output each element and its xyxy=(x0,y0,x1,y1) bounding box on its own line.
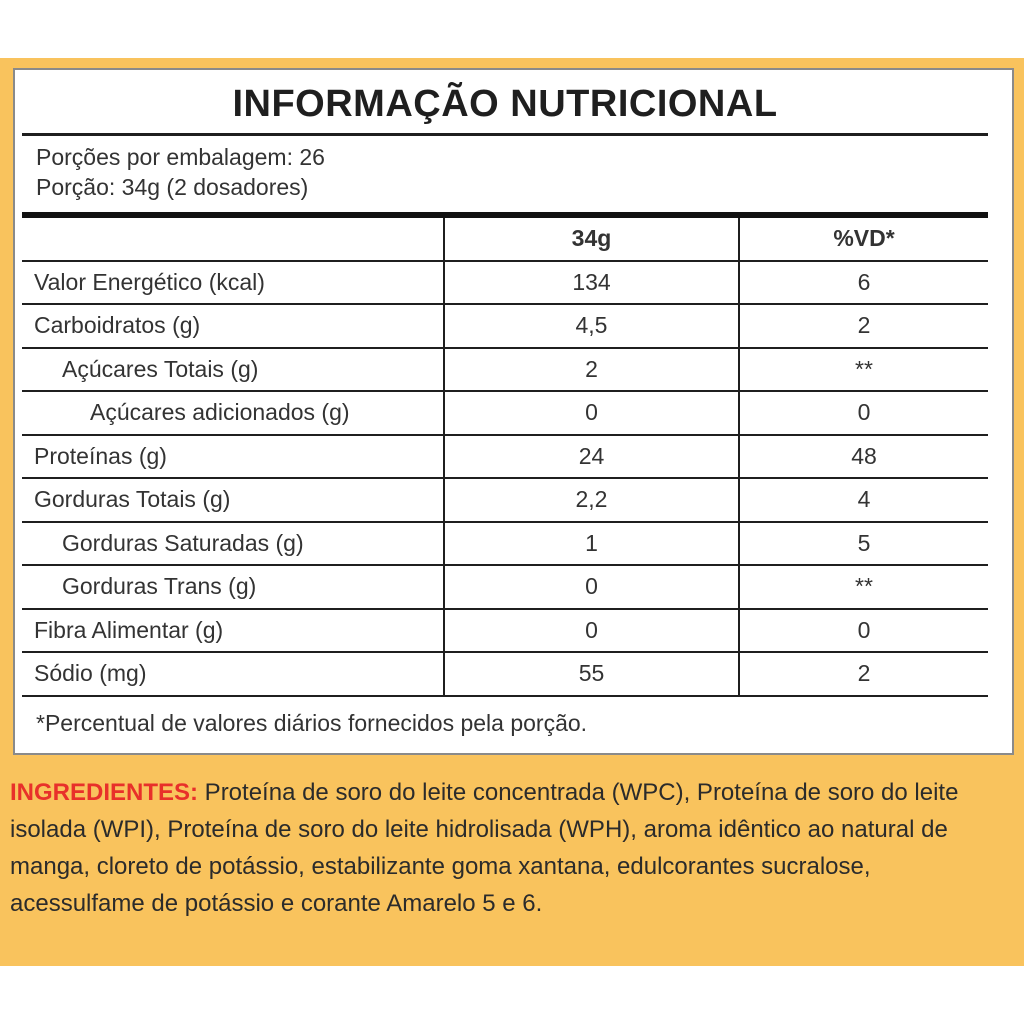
nutrient-name: Gorduras Trans (g) xyxy=(22,565,444,609)
nutrient-dv: 4 xyxy=(739,478,988,522)
servings-per-package: Porções por embalagem: 26 xyxy=(36,144,325,170)
table-row xyxy=(22,609,988,653)
table-row xyxy=(22,348,988,392)
nutrient-name: Açúcares Totais (g) xyxy=(22,348,444,392)
table-header-row xyxy=(22,218,988,261)
ingredients-text: Proteína de soro do leite concentrada (WPC), Proteína de soro do leite isolada (WPI), Proteína de soro do leite hidrolisada (WPH), aroma idêntico ao natural de manga, cloreto de potássio, estabilizante goma xantana, edulcorantes sucralose, acessulfame de potássio e corante Amarelo 5 e 6. xyxy=(10,779,959,917)
nutrient-dv: 0 xyxy=(739,609,988,653)
nutrient-name: Valor Energético (kcal) xyxy=(22,261,444,305)
ingredients-paragraph xyxy=(10,774,1010,922)
nutrient-name: Gorduras Totais (g) xyxy=(22,478,444,522)
table-row xyxy=(22,522,988,566)
nutrient-amount: 0 xyxy=(444,609,739,653)
table-row xyxy=(22,478,988,522)
nutrient-amount: 0 xyxy=(444,391,739,435)
header-amount: 34g xyxy=(444,218,739,261)
nutrient-amount: 1 xyxy=(444,522,739,566)
nutrient-amount: 2,2 xyxy=(444,478,739,522)
header-daily-value: %VD* xyxy=(739,218,988,261)
nutrient-name: Carboidratos (g) xyxy=(22,304,444,348)
nutrient-dv: 2 xyxy=(739,304,988,348)
table-row xyxy=(22,261,988,305)
nutrient-dv: ** xyxy=(739,348,988,392)
nutrient-amount: 0 xyxy=(444,565,739,609)
nutrient-amount: 134 xyxy=(444,261,739,305)
label-title: INFORMAÇÃO NUTRICIONAL xyxy=(232,83,778,125)
nutrient-dv: ** xyxy=(739,565,988,609)
nutrient-dv: 5 xyxy=(739,522,988,566)
table-row xyxy=(22,652,988,696)
nutrient-name: Gorduras Saturadas (g) xyxy=(22,522,444,566)
ingredients-label: INGREDIENTES: xyxy=(10,779,199,806)
daily-value-footnote: *Percentual de valores diários fornecidos pela porção. xyxy=(36,710,588,736)
nutrient-amount: 4,5 xyxy=(444,304,739,348)
servings-info xyxy=(36,142,325,202)
nutrient-name: Fibra Alimentar (g) xyxy=(22,609,444,653)
header-nutrient xyxy=(22,218,444,261)
serving-size: Porção: 34g (2 dosadores) xyxy=(36,174,309,200)
nutrient-dv: 0 xyxy=(739,391,988,435)
table-row xyxy=(22,304,988,348)
nutrient-name: Proteínas (g) xyxy=(22,435,444,479)
nutrient-amount: 24 xyxy=(444,435,739,479)
nutrient-name: Sódio (mg) xyxy=(22,652,444,696)
nutrition-table xyxy=(22,218,988,697)
table-row xyxy=(22,435,988,479)
table-row xyxy=(22,391,988,435)
nutrient-dv: 6 xyxy=(739,261,988,305)
nutrient-dv: 2 xyxy=(739,652,988,696)
table-row xyxy=(22,565,988,609)
nutrient-name: Açúcares adicionados (g) xyxy=(22,391,444,435)
nutrient-amount: 55 xyxy=(444,652,739,696)
nutrient-amount: 2 xyxy=(444,348,739,392)
title-divider xyxy=(22,133,988,136)
nutrient-dv: 48 xyxy=(739,435,988,479)
